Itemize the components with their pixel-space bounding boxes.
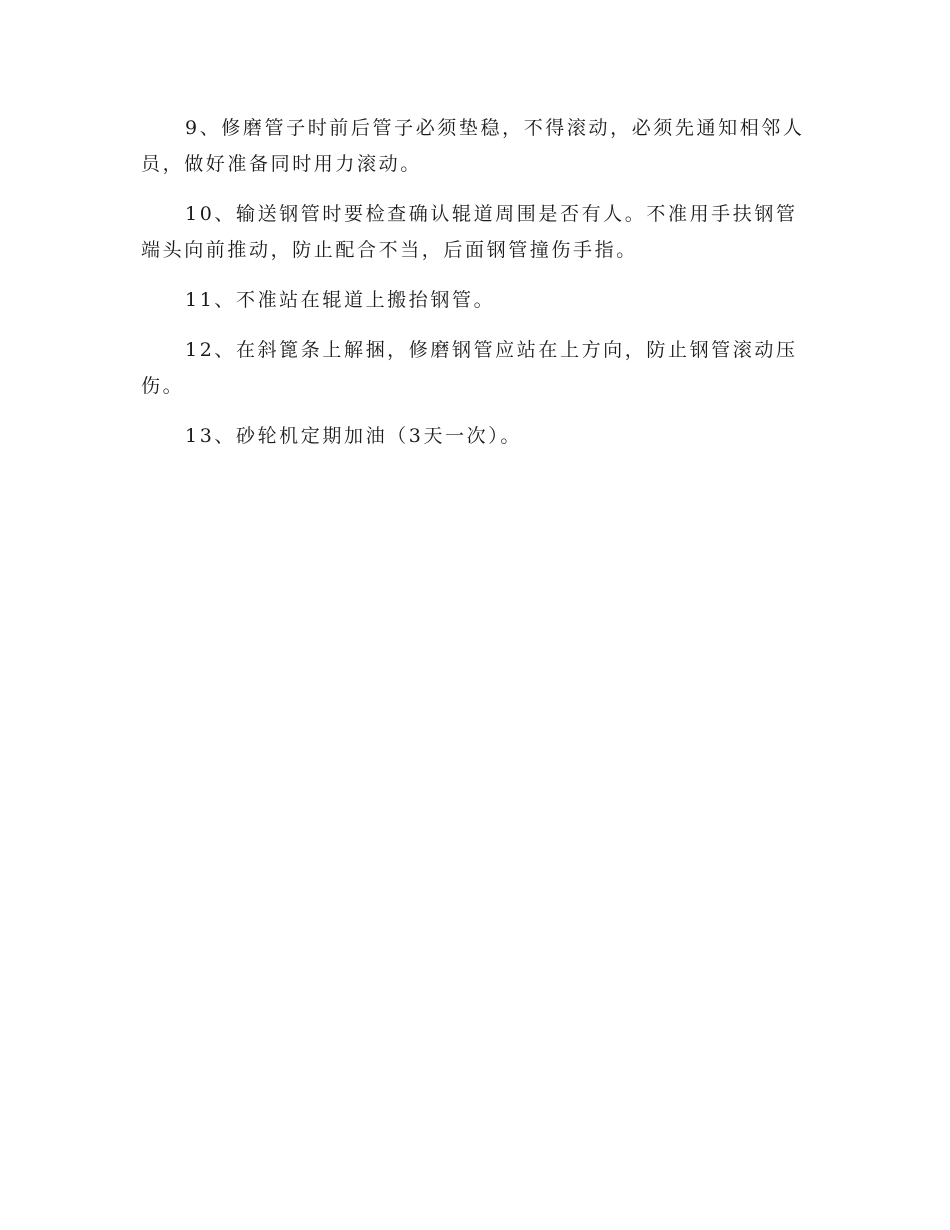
document-body: [141, 110, 806, 468]
paragraph-item-12: 12、在斜篦条上解捆，修磨钢管应站在上方向，防止钢管滚动压伤。: [141, 339, 798, 397]
paragraph-item-9: 9、修磨管子时前后管子必须垫稳，不得滚动，必须先通知相邻人员，做好准备同时用力滚动。: [141, 117, 805, 175]
paragraph-item-11: 11、不准站在辊道上搬抬钢管。: [185, 289, 496, 311]
paragraph-item-10: 10、输送钢管时要检查确认辊道周围是否有人。不准用手扶钢管端头向前推动，防止配合不当，后面钢管撞伤手指。: [141, 203, 798, 261]
paragraph-item-13: 13、砂轮机定期加油（3天一次）。: [185, 425, 522, 447]
